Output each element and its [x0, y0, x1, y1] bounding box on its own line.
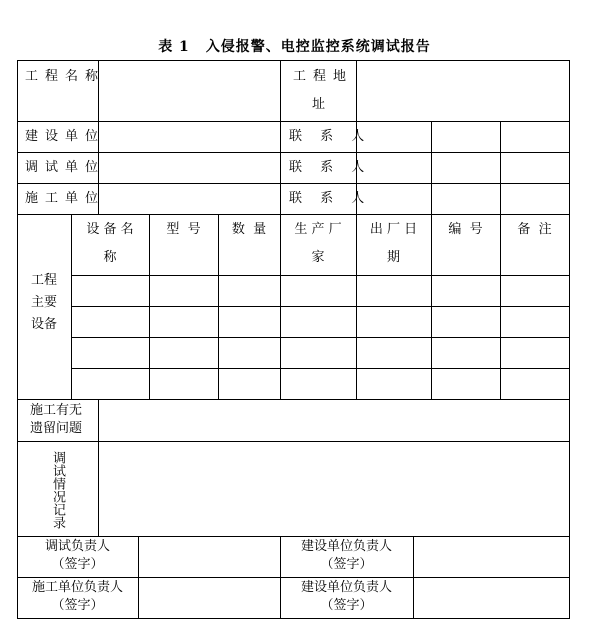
document-title: [0, 36, 589, 56]
header-factory-date: 出 厂 日 期: [369, 222, 418, 265]
contact-label-1: 联 系 人: [289, 129, 372, 144]
debug-unit-label: 调试单位: [25, 160, 106, 175]
contact-label-3: 联 系 人: [289, 191, 372, 206]
table-title: 入侵报警、电控监控系统调试报告: [205, 39, 431, 55]
debug-lead-sign: 调试负责人 （签字）: [44, 539, 110, 572]
construct-lead-sign: 施工单位负责人 （签字）: [31, 580, 123, 613]
header-serial-number: 编 号: [448, 222, 483, 237]
build-lead-sign-2: 建设单位负责人 （签字）: [300, 580, 392, 613]
header-model: 型 号: [166, 222, 201, 237]
project-name-label: 工程名称: [25, 69, 106, 84]
equipment-label: 工程 主要 设备: [30, 273, 57, 332]
issues-label: 施工有无 遗留问题: [30, 403, 83, 436]
table-number: 表 1: [158, 39, 190, 55]
contact-label-2: 联 系 人: [289, 160, 372, 175]
project-address-label-2: 址: [312, 97, 326, 112]
header-remarks: 备 注: [517, 222, 552, 237]
build-lead-sign: 建设单位负责人 （签字）: [300, 539, 392, 572]
project-address-label-1: 工程地: [293, 69, 354, 84]
debug-record-label: 调试情况记录: [50, 451, 65, 529]
header-quantity: 数 量: [231, 222, 267, 237]
build-unit-label: 建设单位: [25, 129, 106, 144]
header-manufacturer: 生 产 厂 家: [294, 222, 342, 265]
header-device-name: 设 备 名 称: [86, 222, 134, 265]
construct-unit-label: 施工单位: [25, 191, 106, 206]
